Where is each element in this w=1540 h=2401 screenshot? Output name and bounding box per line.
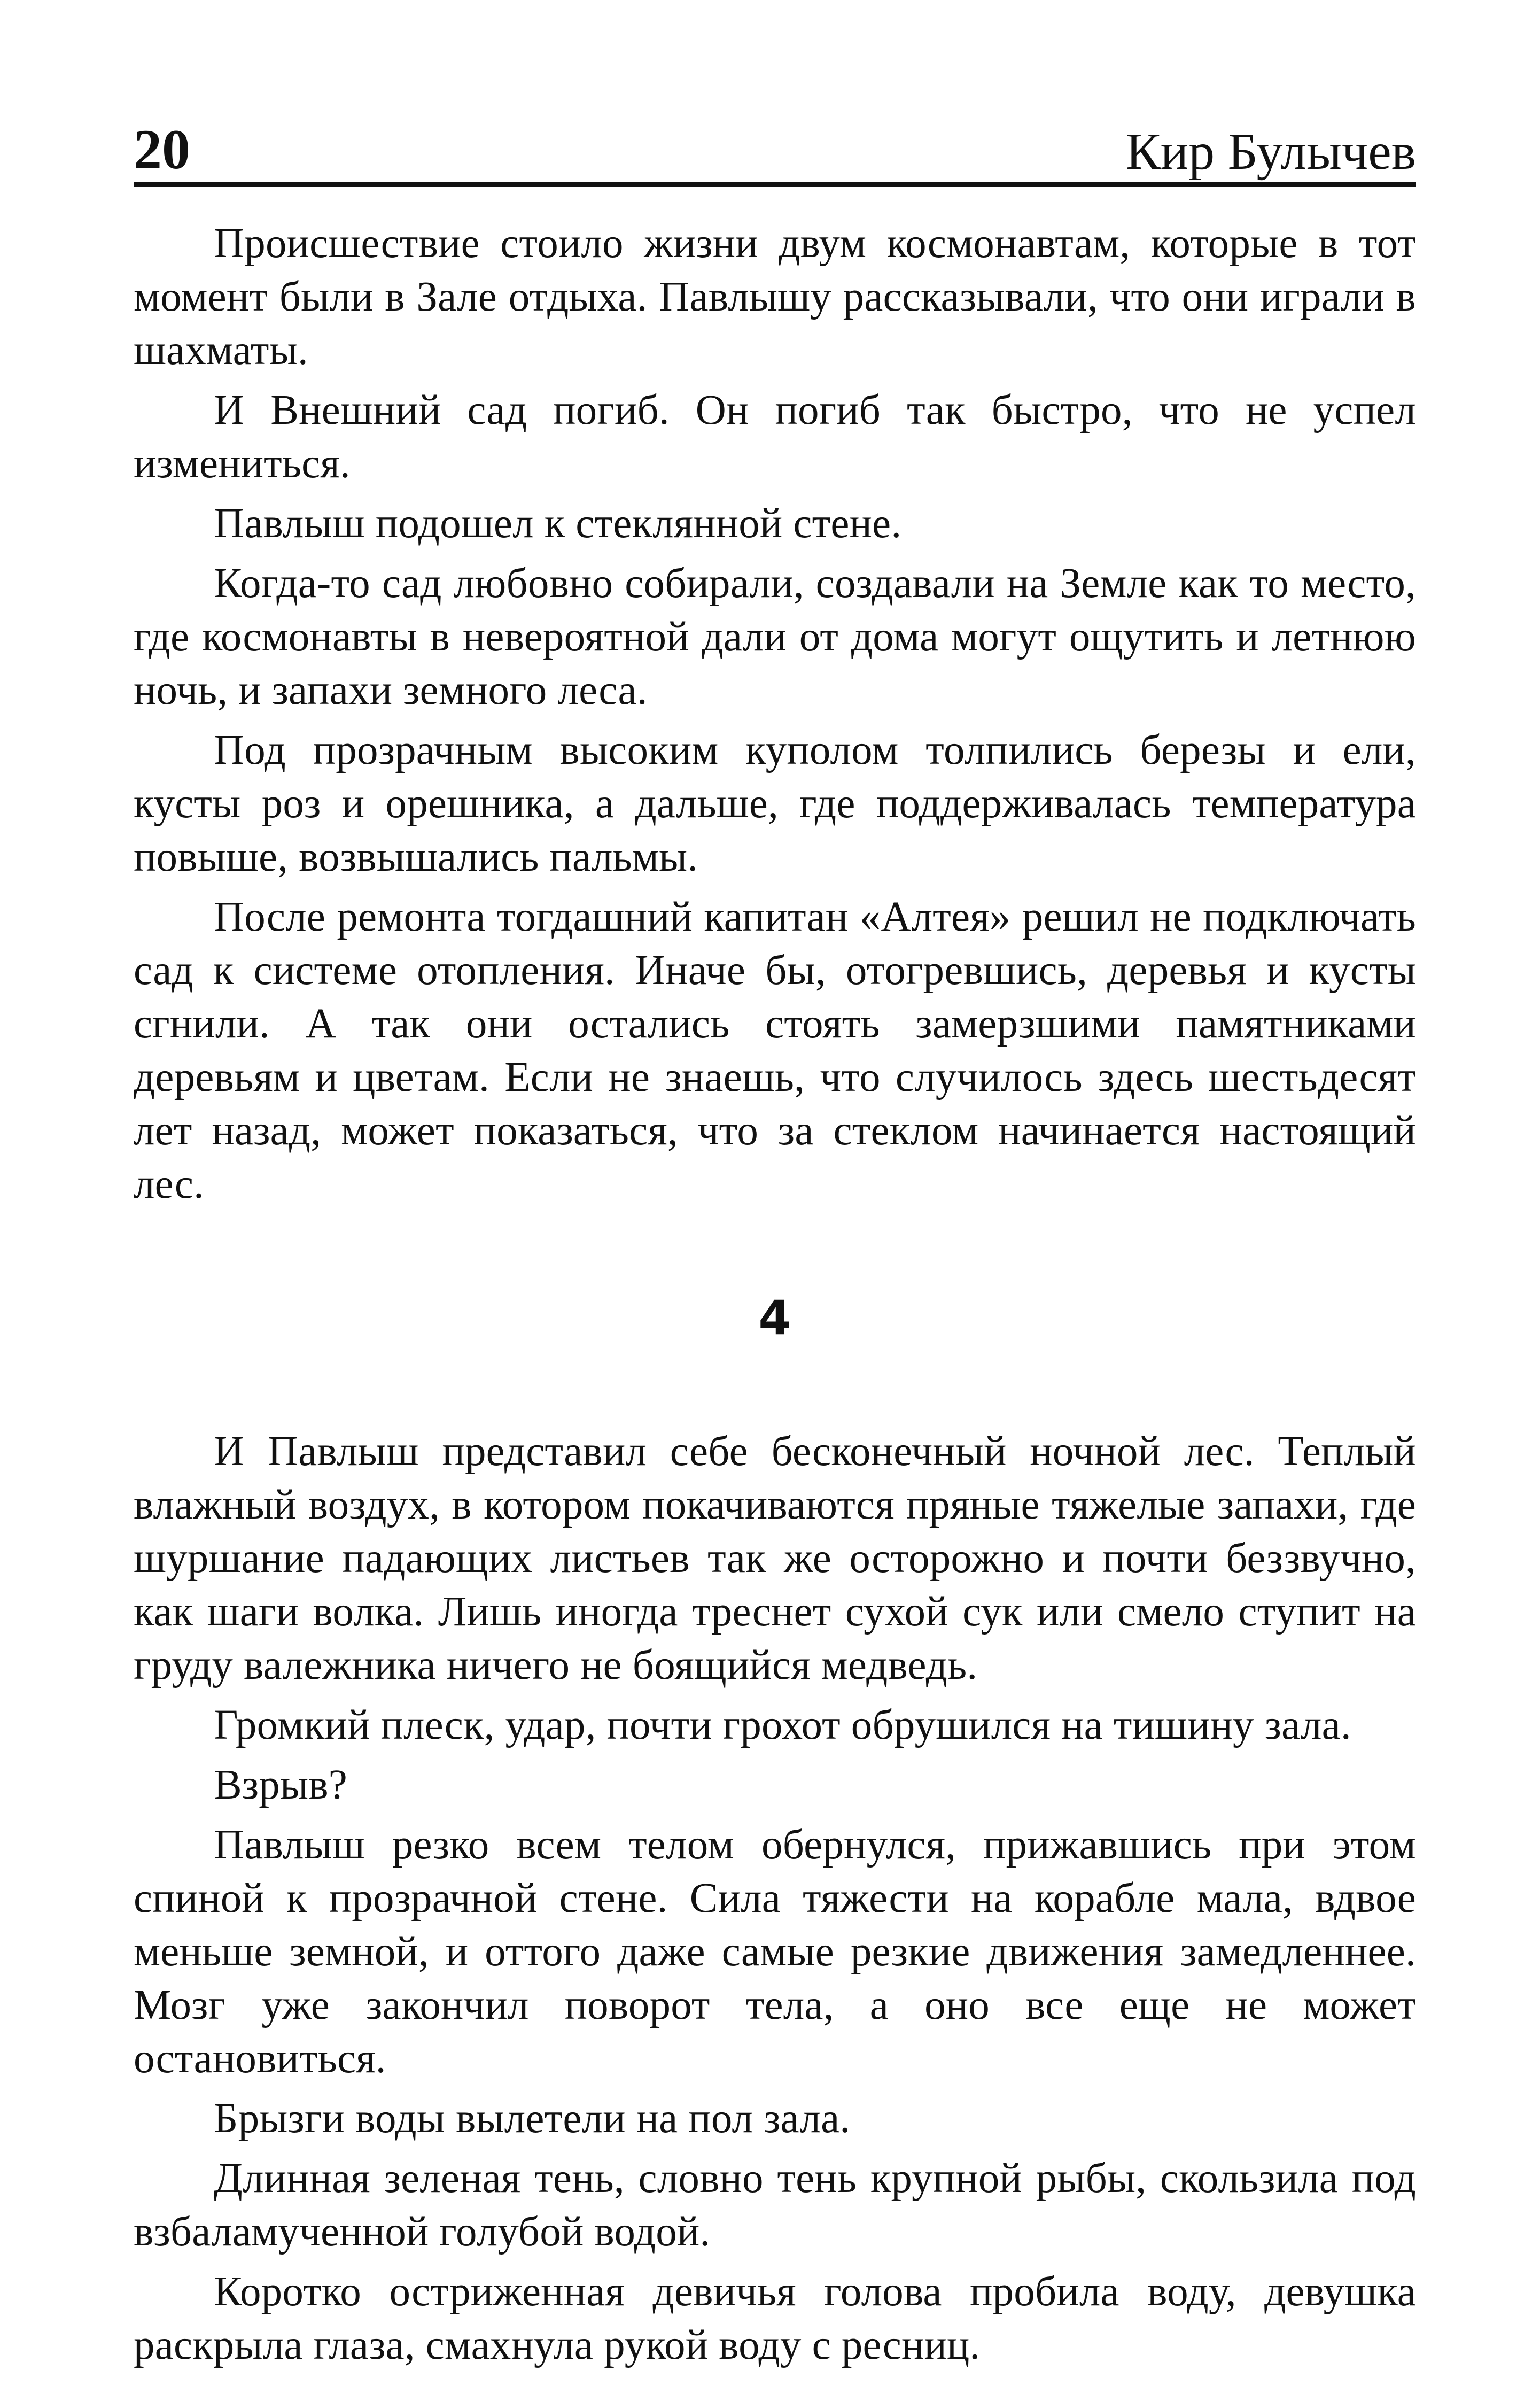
paragraph: Павлыш резко всем телом обернулся, прижавшись при этом спиной к прозрачной стене. Сила тяжести на корабле мала, вдвое меньше земной, и оттого даже самые резкие движения замедленнее. Мозг уже закончил поворот тела, а оно все еще не может остановиться. [134, 1822, 1416, 2082]
section-1 [134, 214, 1416, 1214]
paragraph: Происшествие стоило жизни двум космонавтам, которые в тот момент были в Зале отдыха. Павлышу рассказывали, что они играли в шахматы. [134, 220, 1416, 374]
book-page [134, 107, 1416, 2375]
paragraph: И Павлыш представил себе бесконечный ночной лес. Теплый влажный воздух, в котором покачиваются пряные тяжелые запахи, где шуршание падающих листьев так же осторожно и почти беззвучно, как шаги волка. Лишь иногда треснет сухой сук или смело ступит на груду валежника ничего не боящийся медведь. [134, 1428, 1416, 1689]
paragraph: И Внешний сад погиб. Он погиб так быстро, что не успел измениться. [134, 387, 1416, 487]
paragraph: Коротко остриженная девичья голова пробила воду, девушка раскрыла глаза, смахнула рукой воду с ресниц. [134, 2268, 1416, 2368]
page-number: 20 [134, 118, 190, 181]
chapter-number: 4 [758, 1290, 791, 1345]
section-2 [134, 1422, 1416, 2375]
paragraph: После ремонта тогдашний капитан «Алтея» решил не подключать сад к системе отопления. Иначе бы, отогревшись, деревья и кусты сгнили. А так они остались стоять замерзшими памятниками деревьям и цветам. Если не знаешь, что случилось здесь шестьдесят лет назад, может показаться, что за стеклом начинается настоящий лес. [134, 894, 1416, 1207]
paragraph: Под прозрачным высоким куполом толпились березы и ели, кусты роз и орешника, а дальше, где поддерживалась температура повыше, возвышались пальмы. [134, 727, 1416, 880]
page-header [134, 107, 1416, 187]
paragraph: Длинная зеленая тень, словно тень крупной рыбы, скользила под взбаламученной голубой водой. [134, 2155, 1416, 2255]
paragraph: Когда-то сад любовно собирали, создавали на Земле как то место, где космонавты в невероятной дали от дома могут ощутить и летнюю ночь, и запахи земного леса. [134, 560, 1416, 714]
paragraph: Громкий плеск, удар, почти грохот обрушился на тишину зала. [214, 1702, 1351, 1748]
paragraph: Брызги воды вылетели на пол зала. [214, 2095, 851, 2142]
running-title: Кир Булычев [1125, 123, 1416, 181]
paragraph: Взрыв? [214, 1762, 348, 1808]
paragraph: Павлыш подошел к стеклянной стене. [214, 500, 902, 547]
